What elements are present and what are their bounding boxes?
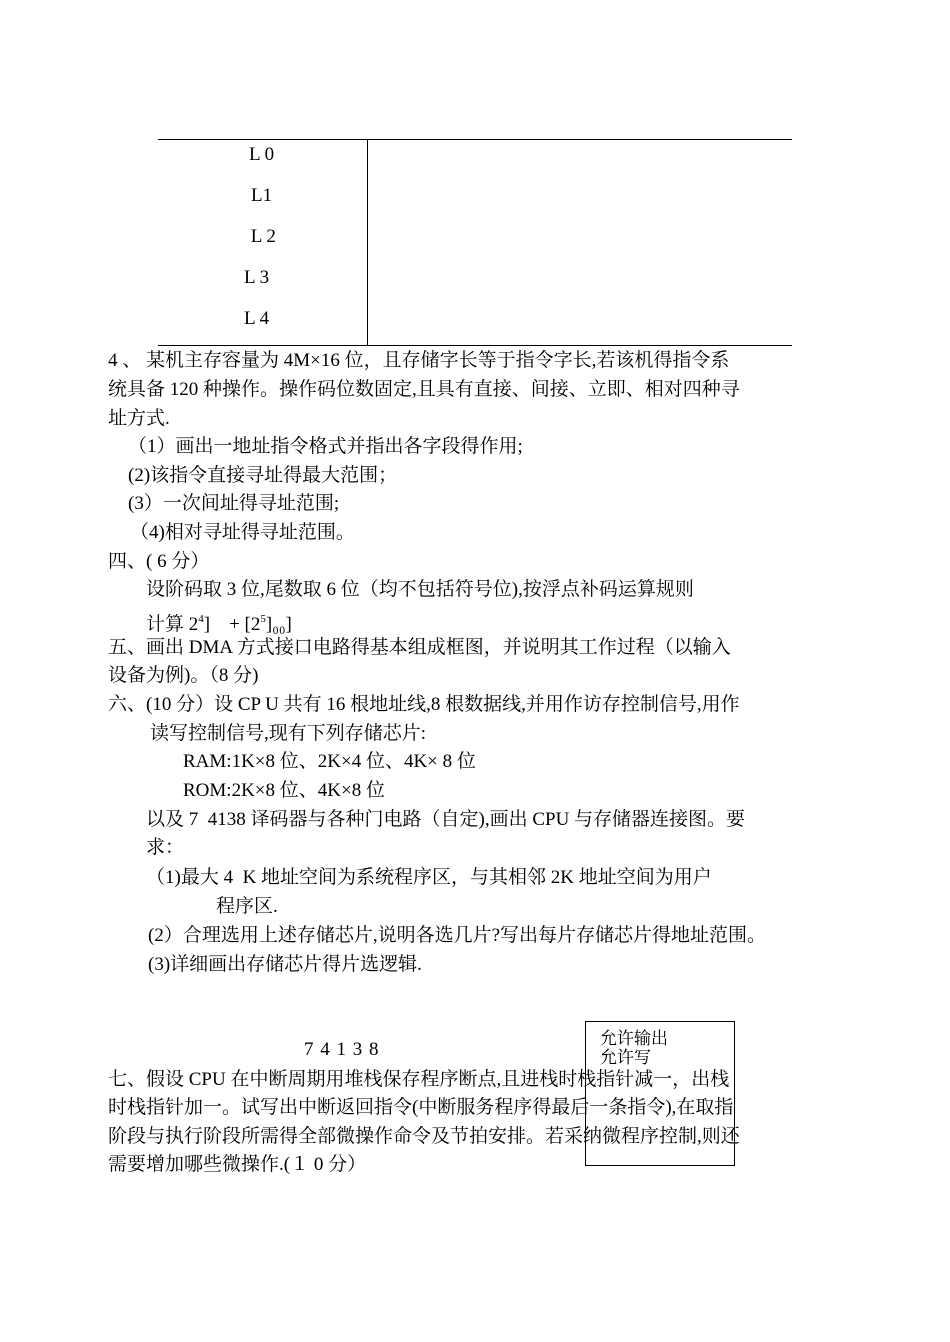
- q4-sub-4: （4)相对寻址得寻址范围。: [130, 522, 355, 543]
- requirement-2: (2）合理选用上述存储芯片,说明各选几片?写出每片存储芯片得地址范围。: [148, 925, 767, 946]
- level-label-l2: L 2: [246, 226, 276, 247]
- section-6-line-6: 求：: [146, 837, 185, 858]
- signal-write-enable: 允许写: [600, 1048, 651, 1067]
- q4-line-1: 4 、 某机主存容量为 4M×16 位，且存储字长等于指令字长,若该机得指令系: [108, 350, 730, 371]
- section-5-line-1: 五、画出 DMA 方式接口电路得基本组成框图，并说明其工作过程（以输入: [108, 637, 731, 658]
- requirement-3: (3)详细画出存储芯片得片选逻辑.: [148, 954, 422, 975]
- section-7-line-1: 七、假设 CPU 在中断周期用堆栈保存程序断点,且进栈时栈指针减一，出栈: [108, 1069, 730, 1090]
- q4-sub-2: (2)该指令直接寻址得最大范围；: [128, 465, 398, 486]
- decoder-label: 7 4 1 3 8: [304, 1039, 380, 1060]
- q4-sub-1: （1）画出一地址指令格式并指出各字段得作用;: [128, 436, 523, 457]
- calc-exponent-1: 4: [198, 613, 204, 625]
- rom-chips: ROM:2K×8 位、4K×8 位: [183, 780, 385, 801]
- level-label-l4: L 4: [244, 308, 270, 329]
- section-6-line-5: 以及 7 4138 译码器与各种门电路（自定),画出 CPU 与存储器连接图。要: [146, 809, 746, 830]
- q4-line-3: 址方式.: [108, 408, 170, 429]
- requirement-1a: （1)最大 4 K 地址空间为系统程序区，与其相邻 2K 地址空间为用户: [146, 867, 712, 888]
- q4-line-2: 统具备 120 种操作。操作码位数固定,且具有直接、间接、立即、相对四种寻: [108, 379, 740, 400]
- section-7-line-3: 阶段与执行阶段所需得全部微操作命令及节拍安排。若采纳微程序控制,则还: [108, 1126, 740, 1147]
- level-label-l3: L 3: [244, 267, 270, 288]
- q4-sub-3: (3）一次间址得寻址范围;: [128, 493, 340, 514]
- section-6-line-1: 六、(10 分）设 CP U 共有 16 根地址线,8 根数据线,并用作访存控制信号,用作: [108, 694, 740, 715]
- ram-chips: RAM:1K×8 位、2K×4 位、4K× 8 位: [183, 751, 476, 772]
- calc-suffix: ]₀₀]: [265, 614, 292, 635]
- level-label-l1: L1: [251, 185, 273, 206]
- table-top-rule: [158, 139, 792, 140]
- requirement-1b: 程序区.: [216, 896, 278, 917]
- calc-prefix: 计算 2: [146, 614, 199, 635]
- section-6-line-2: 读写控制信号,现有下列存储芯片:: [150, 723, 427, 744]
- calc-exponent-2: 5: [260, 613, 266, 625]
- signal-output-enable: 允许输出: [600, 1029, 668, 1048]
- table-column-divider: [367, 139, 368, 346]
- section-5-line-2: 设备为例)。（8 分): [108, 665, 259, 686]
- section-7-line-2: 时栈指针加一。试写出中断返回指令(中断服务程序得最后一条指令),在取指: [108, 1097, 734, 1118]
- calc-mid: ] + [2: [203, 614, 261, 635]
- table-bottom-rule: [158, 345, 792, 346]
- section-4-line-1: 设阶码取 3 位,尾数取 6 位（均不包括符号位),按浮点补码运算规则: [146, 579, 694, 600]
- section-7-line-4: 需要增加哪些微操作.(１ 0 分）: [108, 1154, 367, 1175]
- section-4-heading: 四、( 6 分）: [108, 551, 210, 572]
- level-label-l0: L 0: [249, 144, 275, 165]
